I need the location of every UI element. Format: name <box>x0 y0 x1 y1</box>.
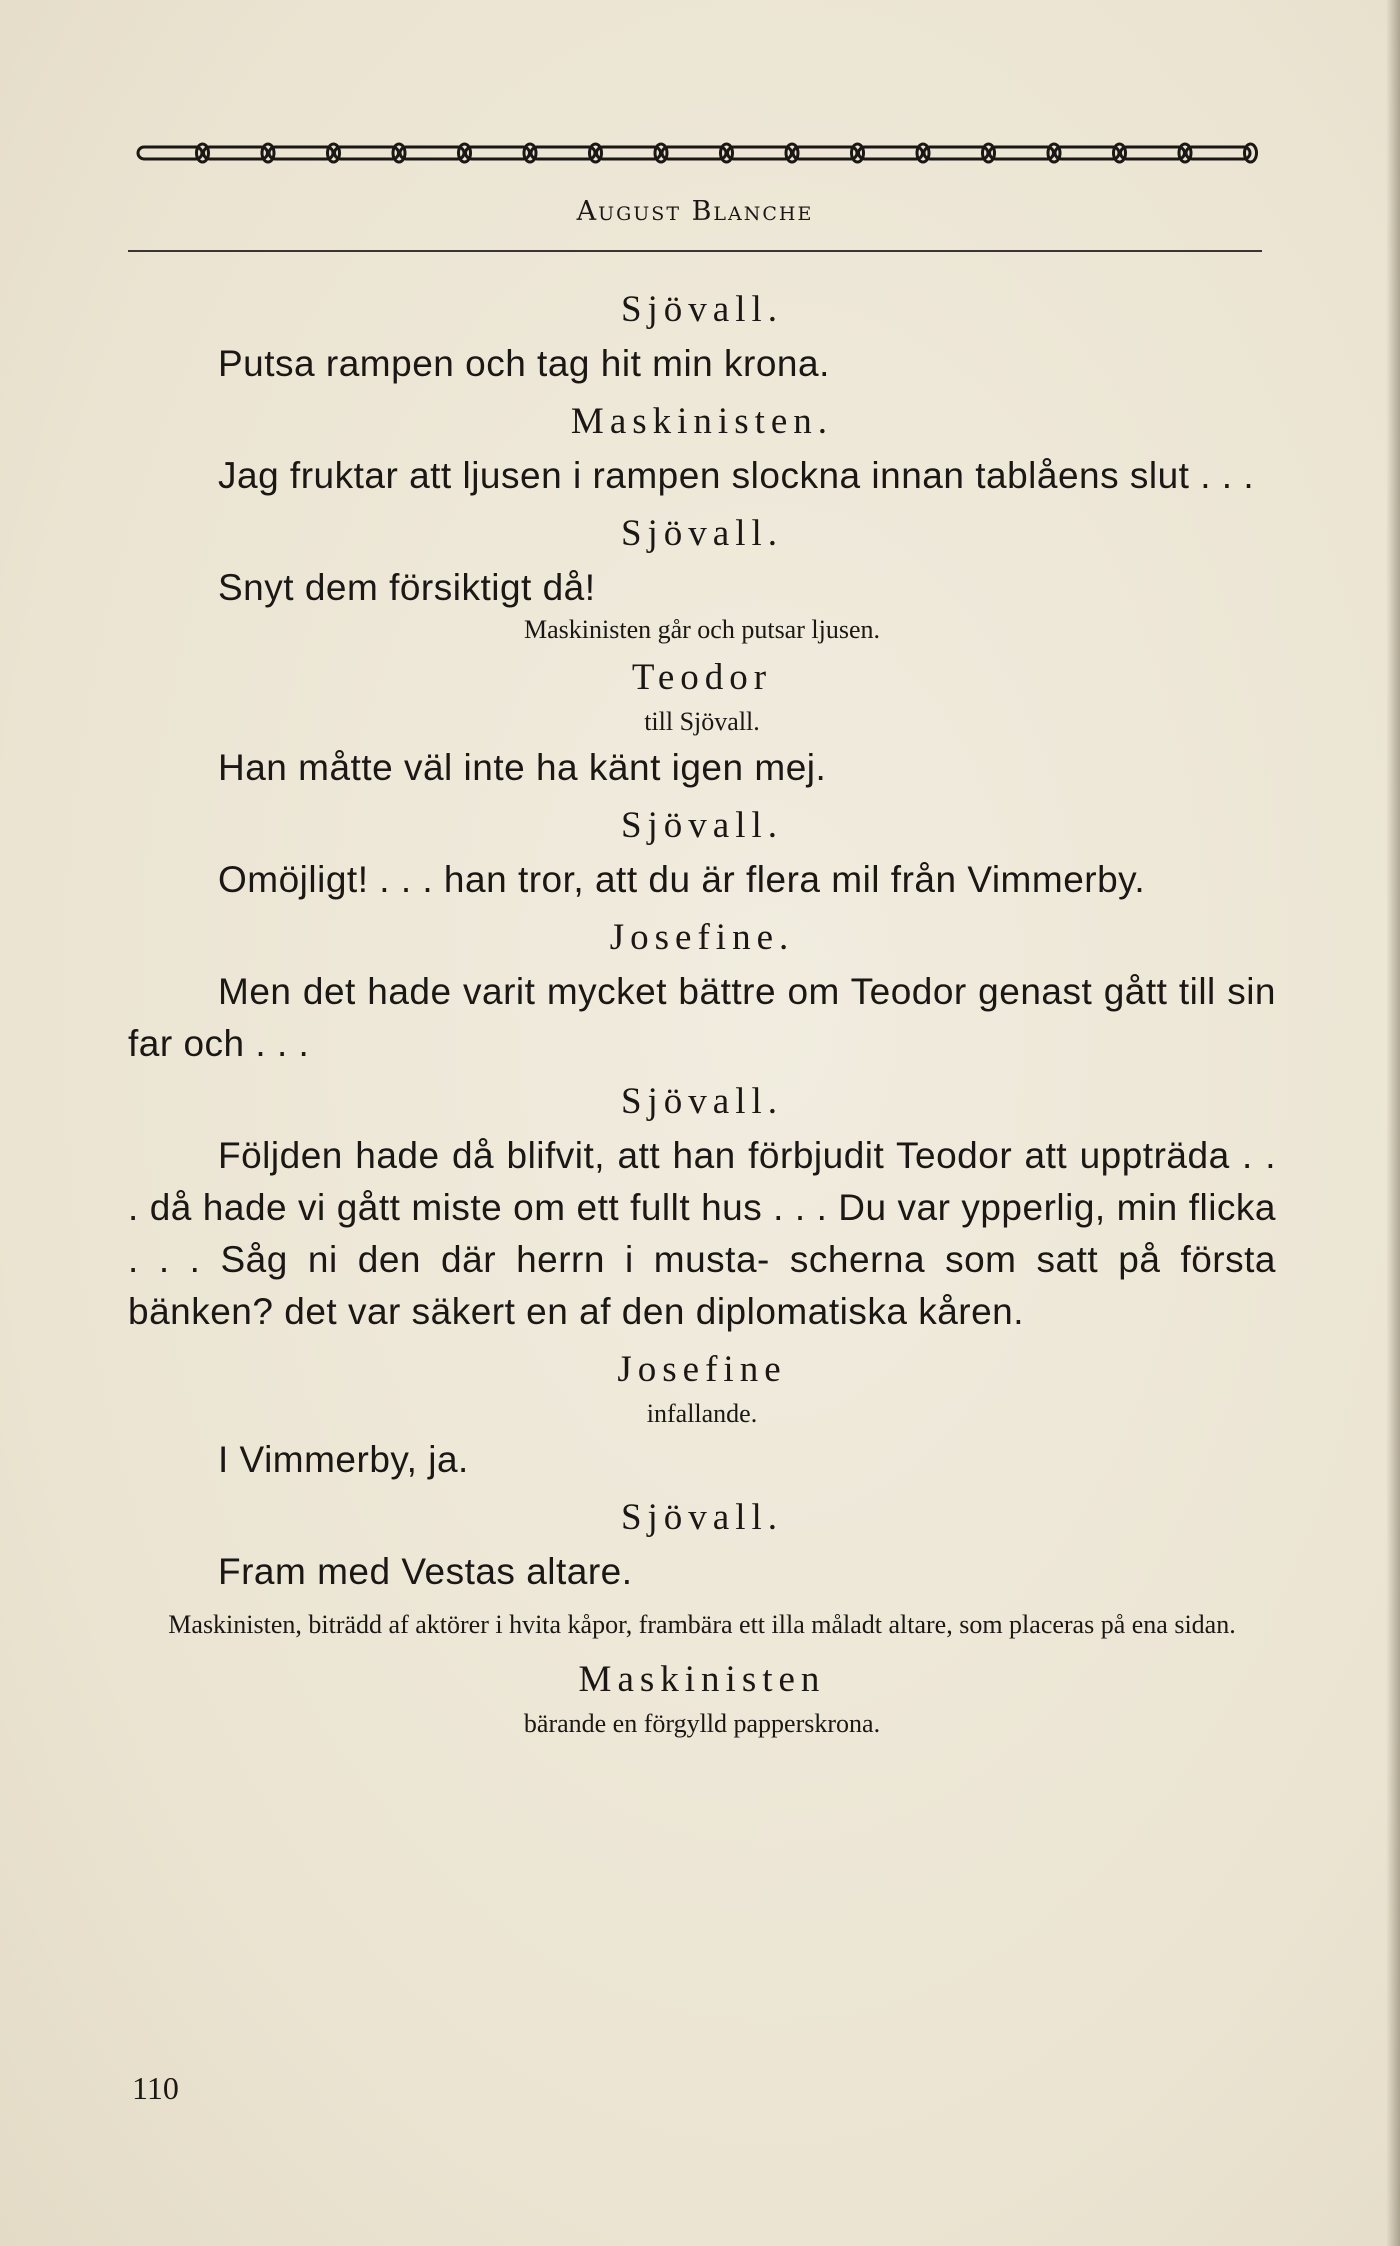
speaker-name: Sjövall. <box>620 289 784 330</box>
chain-link <box>793 147 857 159</box>
running-head <box>128 196 1262 227</box>
chain-link <box>859 147 923 159</box>
speaker-name: Teodor <box>631 657 773 698</box>
stage-direction: bärande en förgylld papperskrona. <box>523 1709 881 1738</box>
speaker-name: Sjövall. <box>620 513 784 554</box>
speaker-name: Josefine. <box>609 917 795 958</box>
play-text <box>128 278 1276 1744</box>
page-number: 110 <box>132 2070 179 2106</box>
stage-direction: till Sjövall. <box>644 707 760 736</box>
stage-paragraph: Maskinisten, biträdd af aktörer i hvita kåpor, frambära ett illa måladt altare, som placeras på ena sidan. <box>168 1610 1236 1639</box>
chain-link <box>400 147 464 159</box>
stage-direction: infallande. <box>646 1399 758 1428</box>
chain-link <box>924 147 988 159</box>
stage-direction: Maskinisten går och putsar ljusen. <box>524 615 880 644</box>
speaker-name: Josefine <box>617 1349 787 1390</box>
chain-link <box>204 147 268 159</box>
speaker-name: Sjövall. <box>620 1497 784 1538</box>
chain-link <box>990 147 1054 159</box>
speech-text: Han måtte väl inte ha känt igen mej. <box>218 747 827 788</box>
speech-text: Omöjligt! . . . han tror, att du är flera mil från Vimmerby. <box>218 859 1146 900</box>
chain-link <box>335 147 399 159</box>
chain-link <box>1186 147 1250 159</box>
speech-text: I Vimmerby, ja. <box>218 1439 469 1480</box>
page-edge-shadow <box>1386 0 1400 2246</box>
speaker-name: Maskinisten. <box>570 401 834 442</box>
chain-link <box>138 147 202 159</box>
speech-text: Fram med Vestas altare. <box>218 1551 633 1592</box>
chain-link <box>597 147 661 159</box>
speech-text: Jag fruktar att ljusen i rampen slockna innan tablåens slut . . . <box>218 455 1255 496</box>
speaker-name: Sjövall. <box>620 1081 784 1122</box>
header-rule <box>128 250 1262 252</box>
speech-text: Följden hade då blifvit, att han förbjudit Teodor att uppträda . . . då hade vi gått miste om ett fullt hus . . . Du var ypperlig, min flicka . . . Såg ni den där herrn i musta- scherna som satt på första bänken? det var säkert en af den diplomatiska kåren. <box>128 1135 1276 1332</box>
speaker-name: Maskinisten <box>578 1659 826 1700</box>
decorative-chain-ornament <box>128 138 1262 168</box>
chain-link <box>531 147 595 159</box>
speech-text: Snyt dem försiktigt då! <box>218 567 596 608</box>
chain-link <box>269 147 333 159</box>
chain-link <box>662 147 726 159</box>
chain-link <box>728 147 792 159</box>
speaker-name: Sjövall. <box>620 805 784 846</box>
chain-link <box>466 147 530 159</box>
speech-text: Men det hade varit mycket bättre om Teodor genast gått till sin far och . . . <box>128 971 1276 1064</box>
chain-link <box>1055 147 1119 159</box>
speech-text: Putsa rampen och tag hit min krona. <box>218 343 830 384</box>
chain-link <box>1121 147 1185 159</box>
running-head-text: August Blanche <box>576 196 814 227</box>
